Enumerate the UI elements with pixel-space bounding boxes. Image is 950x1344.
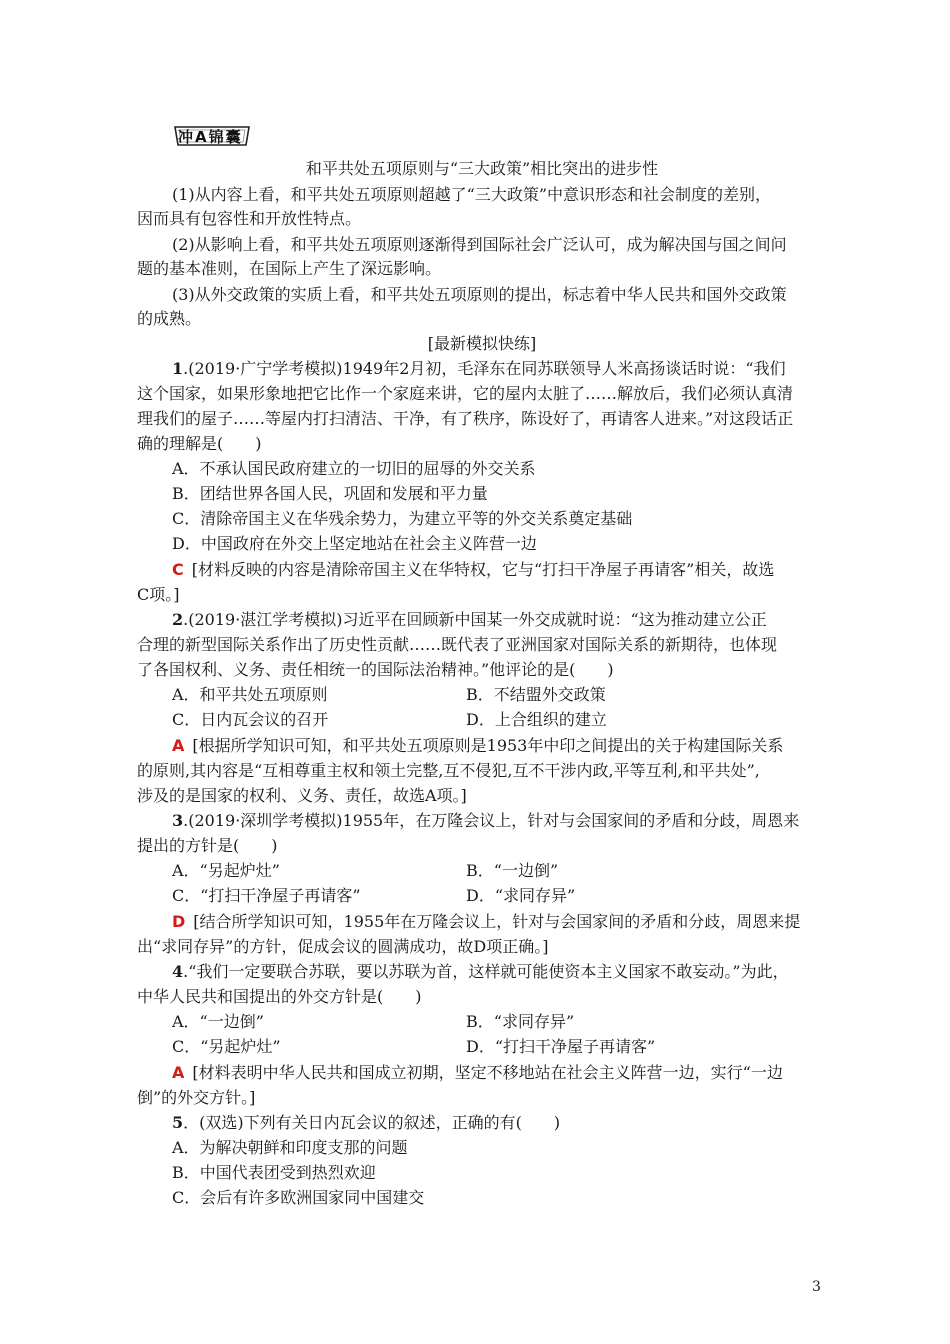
question-3-text-1: .(2019·深圳学考模拟)1955年，在万隆会议上，针对与会国家间的矛盾和分歧，周恩来	[183, 811, 800, 830]
question-1-explanation-1: [材料反映的内容是清除帝国主义在华特权，它与“打扫干净屋子再请客”相关，故选	[191, 560, 775, 579]
question-4-answer-line-1	[172, 1062, 862, 1084]
question-3-line-2: 提出的方针是( )	[137, 836, 278, 855]
question-1-text-1: .(2019·广宁学考模拟)1949年2月初，毛泽东在同苏联领导人米高扬谈话时说：“我们	[183, 359, 786, 378]
page-number: 3	[812, 1279, 821, 1295]
question-5-text-1: ．(双选)下列有关日内瓦会议的叙述，正确的有( )	[183, 1113, 561, 1132]
summary-point-3-line-2: 的成熟。	[137, 309, 202, 328]
tip-badge	[172, 124, 252, 148]
question-4-explanation-1: [材料表明中华人民共和国成立初期，坚定不移地站在社会主义阵营一边，实行“一边	[192, 1063, 783, 1082]
question-1-option-d: D．中国政府在外交上坚定地站在社会主义阵营一边	[172, 534, 537, 553]
question-1-explanation-2: C项。]	[137, 585, 180, 604]
summary-point-1-line-2: 因而具有包容性和开放性特点。	[137, 209, 362, 228]
question-2-answer: A	[172, 736, 185, 755]
question-2-text-1: .(2019·湛江学考模拟)习近平在回顾新中国某一外交成就时说：“这为推动建立公正	[183, 610, 767, 629]
summary-point-2-line-1: (2)从影响上看，和平共处五项原则逐渐得到国际社会广泛认可，成为解决国与国之间问	[172, 235, 787, 254]
question-1-line-4: 确的理解是( )	[137, 434, 262, 453]
question-1-answer-line-1	[172, 559, 862, 581]
question-4-line-1	[172, 961, 862, 983]
question-5-option-c: C．会后有许多欧洲国家同中国建交	[172, 1188, 425, 1207]
question-1-answer: C	[172, 560, 184, 579]
summary-point-3-line-1: (3)从外交政策的实质上看，和平共处五项原则的提出，标志着中华人民共和国外交政策	[172, 285, 787, 304]
question-2-option-d: D．上合组织的建立	[466, 710, 607, 729]
question-4-number: 4	[172, 962, 184, 981]
question-5-number: 5	[172, 1113, 184, 1132]
question-4-option-d: D．“打扫干净屋子再请客”	[466, 1037, 656, 1056]
question-3-answer-line-1	[172, 911, 862, 933]
question-3-answer: D	[172, 912, 186, 931]
question-1-option-a: A．不承认国民政府建立的一切旧的屈辱的外交关系	[172, 459, 536, 478]
question-2-option-b: B．不结盟外交政策	[466, 685, 606, 704]
question-3-explanation-2: 出“求同存异”的方针，促成会议的圆满成功，故D项正确。]	[137, 937, 549, 956]
question-3-option-a: A．“另起炉灶”	[172, 861, 280, 880]
question-1-option-b: B．团结世界各国人民，巩固和发展和平力量	[172, 484, 488, 503]
question-2-explanation-3: 涉及的是国家的权利、义务、责任，故选A项。]	[137, 786, 467, 805]
question-3-explanation-1: [结合所学知识可知，1955年在万隆会议上，针对与会国家间的矛盾和分歧，周恩来提	[193, 912, 801, 931]
question-4-option-c: C．“另起炉灶”	[172, 1037, 281, 1056]
question-1-line-2: 这个国家，如果形象地把它比作一个家庭来讲，它的屋内太脏了……解放后，我们必须认真清	[137, 384, 794, 403]
question-4-answer: A	[172, 1063, 185, 1082]
question-1-line-3: 理我们的屋子……等屋内打扫清洁、干净，有了秩序，陈设好了，再请客人进来。”对这段话正	[137, 409, 794, 428]
question-3-option-b: B．“一边倒”	[466, 861, 559, 880]
question-2-explanation-2: 的原则,其内容是“互相尊重主权和领土完整,互不侵犯,互不干涉内政,平等互利,和平共处”,	[137, 761, 760, 780]
question-2-option-a: A．和平共处五项原则	[172, 685, 328, 704]
question-2-explanation-1: [根据所学知识可知，和平共处五项原则是1953年中印之间提出的关于构建国际关系	[192, 736, 784, 755]
question-4-option-a: A．“一边倒”	[172, 1012, 264, 1031]
question-2-line-2: 合理的新型国际关系作出了历史性贡献……既代表了亚洲国家对国际关系的新期待，也体现	[137, 635, 778, 654]
question-1-number: 1	[172, 359, 184, 378]
summary-point-1-line-1: (1)从内容上看，和平共处五项原则超越了“三大政策”中意识形态和社会制度的差别，	[172, 185, 772, 204]
question-4-line-2: 中华人民共和国提出的外交方针是( )	[137, 987, 422, 1006]
question-4-option-b: B．“求同存异”	[466, 1012, 575, 1031]
question-4-explanation-2: 倒”的外交方针。]	[137, 1088, 256, 1107]
question-2-line-1	[172, 609, 862, 631]
question-5-option-a: A．为解决朝鲜和印度支那的问题	[172, 1138, 408, 1157]
question-2-option-c: C．日内瓦会议的召开	[172, 710, 329, 729]
question-3-line-1	[172, 810, 862, 832]
question-5-option-b: B．中国代表团受到热烈欢迎	[172, 1163, 376, 1182]
summary-title: 和平共处五项原则与“三大政策”相比突出的进步性	[305, 159, 659, 178]
question-4-text-1: .“我们一定要联合苏联，要以苏联为首，这样就可能使资本主义国家不敢妄动。”为此，	[183, 962, 789, 981]
question-3-option-d: D．“求同存异”	[466, 886, 576, 905]
question-3-number: 3	[172, 811, 184, 830]
question-1-line-1	[172, 358, 862, 380]
question-1-option-c: C．清除帝国主义在华残余势力，为建立平等的外交关系奠定基础	[172, 509, 633, 528]
question-5-line-1	[172, 1112, 862, 1134]
badge-label: 冲A锦囊	[178, 127, 243, 146]
question-2-answer-line-1	[172, 735, 862, 757]
question-3-option-c: C．“打扫干净屋子再请客”	[172, 886, 361, 905]
summary-point-2-line-2: 题的基本准则，在国际上产生了深远影响。	[137, 259, 442, 278]
section-title: [最新模拟快练]	[427, 334, 537, 353]
question-2-line-3: 了各国权利、义务、责任相统一的国际法治精神。”他评论的是( )	[137, 660, 614, 679]
question-2-number: 2	[172, 610, 184, 629]
